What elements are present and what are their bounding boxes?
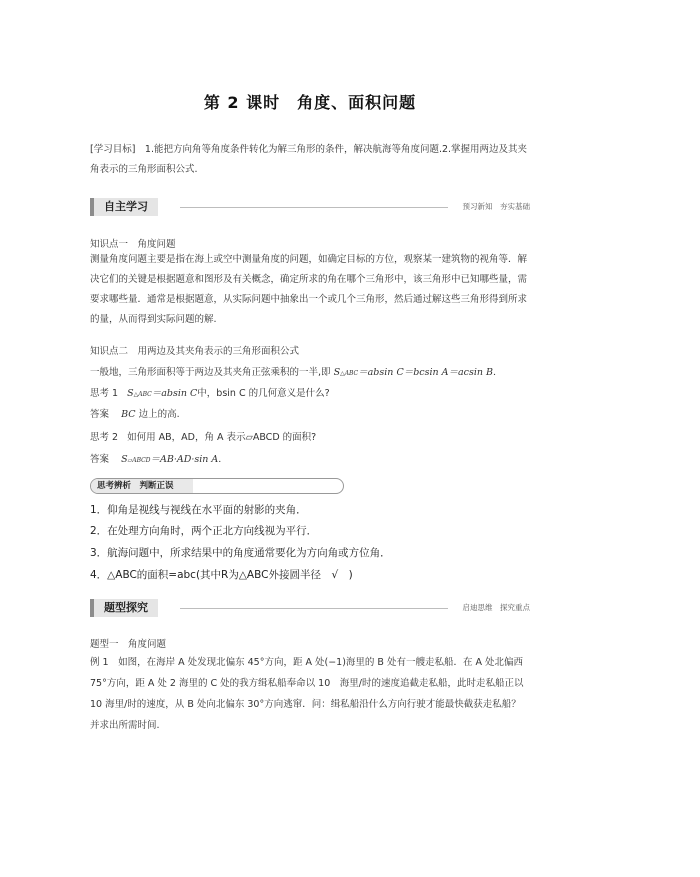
section-side-text: 启迪思维 探究重点 [462, 603, 530, 612]
section-rule [180, 207, 448, 208]
think2-answer [90, 451, 221, 465]
kp2-heading: 知识点二 用两边及其夹角表示的三角形面积公式 [90, 346, 300, 357]
kp2-intro: 一般地，三角形面积等于两边及其夹角正弦乘积的一半,即 [90, 367, 331, 378]
think1-answer-text: 边上的高. [135, 409, 180, 420]
think-judge-label: 思考辨析 判断正误 [91, 479, 193, 493]
area-formula: ＝absin C＝bcsin A＝acsin B. [358, 367, 497, 378]
think2-text: 如何用 AB，AD，角 A 表示▱ABCD 的面积? [127, 432, 317, 443]
think1-answer-math: BC [121, 409, 136, 420]
section-rule [180, 608, 448, 609]
learning-objective: [学习目标] 1.能把方向角等角度条件转化为解三角形的条件，解决航海等角度问题.2.掌握用两边及其夹角表示的三角形面积公式. [90, 144, 528, 175]
think1-subscript: △ABC [133, 391, 152, 398]
area-subscript: △ABC [340, 370, 359, 377]
judgment-item: 1．仰角是视线与视线在水平面的射影的夹角． [90, 504, 307, 516]
think2-s: S [121, 454, 128, 465]
think1-formula: ＝absin C [151, 388, 198, 399]
judgment-item: 3．航海问题中，所求结果中的角度通常要化为方向角或方位角． [90, 547, 391, 559]
think1-label: 思考 1 [90, 388, 119, 399]
judgment-item: 2．在处理方向角时，两个正北方向线视为平行． [90, 525, 318, 537]
section-bar-self-study [90, 198, 530, 216]
think1-question [90, 385, 330, 399]
kp1-body: 测量角度问题主要是指在海上或空中测量角度的问题，如确定目标的方位，观察某一建筑物的视角等．解决它们的关键是根据题意和图形及有关概念，确定所求的角在哪个三角形中，该三角形中已知哪些量，需要求哪些量．通常是根据题意，从实际问题中抽象出一个或几个三角形，然后通过解这些三角形得到所求的量，从而得到实际问题的解. [90, 254, 528, 325]
think2-question [90, 429, 316, 443]
kp2-formula-line [90, 364, 496, 378]
type1-heading: 题型一 角度问题 [90, 639, 167, 650]
think1-answer [90, 406, 180, 420]
think-judge-bar [90, 478, 344, 494]
judgment-item: 4．△ABC的面积=abc(其中R为△ABC外接圆半径 √ ) [90, 569, 353, 581]
think1-s: S [127, 388, 134, 399]
example1-text: 例 1 如图，在海岸 A 处发现北偏东 45°方向，距 A 处(−1)海里的 B 处有一艘走私船．在 A 处北偏西 75°方向，距 A 处 2 海里的 C 处的我方缉私船奉命以 10 海里/时的速度追截走私船，此时走私船正以 10 海里/时的速度，从 B 处向北偏东 30°方向逃窜．问：缉私船沿什么方向行驶才能最快截获走私船？并求出所需时间. [90, 657, 524, 731]
think1-text: 中，bsin C 的几何意义是什么? [197, 388, 330, 399]
think2-label: 思考 2 [90, 432, 119, 443]
think2-formula: ＝AB·AD·sin A. [150, 454, 222, 465]
think2-answer-label: 答案 [90, 454, 110, 465]
page-title: 第 2 课时 角度、面积问题 [203, 93, 417, 112]
section-label: 自主学习 [90, 198, 158, 216]
kp1-heading: 知识点一 角度问题 [90, 239, 176, 250]
section-label: 题型探究 [90, 599, 158, 617]
think1-answer-label: 答案 [90, 409, 110, 420]
area-s: S [333, 367, 341, 378]
section-bar-type-explore [90, 599, 530, 617]
think2-subscript: ▱ABCD [127, 457, 151, 464]
section-side-text: 预习新知 夯实基础 [462, 202, 530, 211]
